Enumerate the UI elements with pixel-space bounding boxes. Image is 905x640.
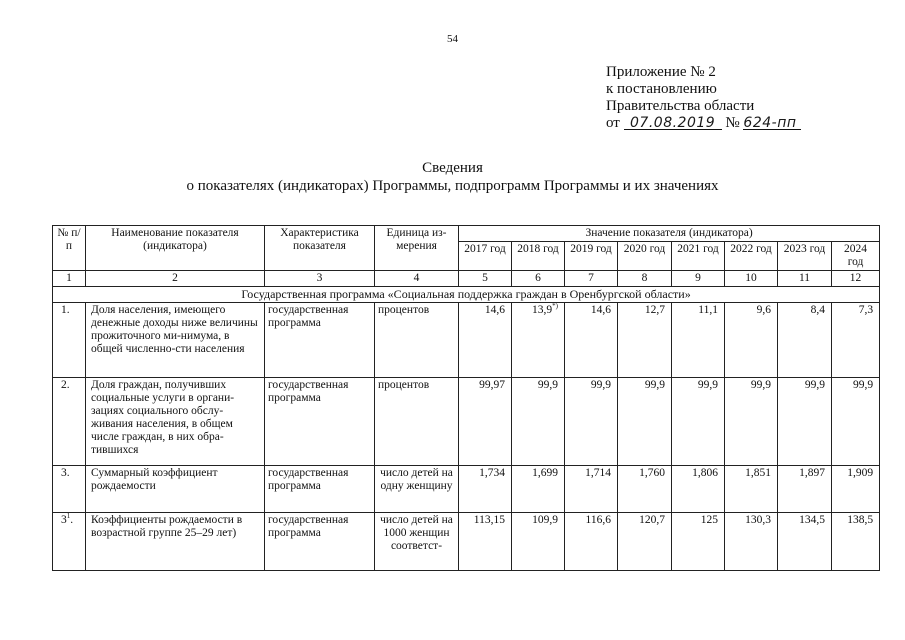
- value-cell: 14,6: [459, 303, 512, 378]
- value-cell: [512, 303, 565, 378]
- indicator-name: Коэффициенты рождаемости в возрастной группе 25–29 лет): [86, 513, 265, 571]
- column-number: 10: [725, 271, 778, 287]
- program-title: Государственная программа «Социальная поддержка граждан в Оренбургской области»: [53, 287, 880, 303]
- row-number: 2.: [53, 378, 86, 466]
- header-year: 2019 год: [565, 242, 618, 271]
- column-number: 2: [86, 271, 265, 287]
- value-cell: 120,7: [618, 513, 672, 571]
- value-cell: 99,9: [512, 378, 565, 466]
- row-number: 1.: [53, 303, 86, 378]
- value-cell: 1,699: [512, 466, 565, 513]
- value-cell: 11,1: [672, 303, 725, 378]
- value-cell: 12,7: [618, 303, 672, 378]
- indicator-name: Суммарный коэффициент рождаемости: [86, 466, 265, 513]
- header-values-group: Значение показателя (индикатора): [459, 226, 880, 242]
- value-cell: 99,9: [832, 378, 880, 466]
- column-number: 5: [459, 271, 512, 287]
- indicator-name: Доля граждан, получивших социальные услуги в органи-зациях социального обслу-живания населения, в общем числе граждан, в них обра-тившихся: [86, 378, 265, 466]
- value-cell: 1,851: [725, 466, 778, 513]
- value-cell: 113,15: [459, 513, 512, 571]
- row-number: 3.: [53, 466, 86, 513]
- table-row: [53, 303, 880, 378]
- number-field: [743, 115, 801, 130]
- footnote-mark: *): [552, 302, 558, 311]
- handwritten-number: 624-пп: [743, 115, 797, 131]
- value-cell: 7,3: [832, 303, 880, 378]
- indicator-characteristic: государственная программа: [265, 303, 375, 378]
- value-cell: 8,4: [778, 303, 832, 378]
- value-cell: 109,9: [512, 513, 565, 571]
- header-year: 2021 год: [672, 242, 725, 271]
- value-cell: 125: [672, 513, 725, 571]
- value-cell: 1,760: [618, 466, 672, 513]
- indicator-characteristic: государственная программа: [265, 378, 375, 466]
- value-cell: 134,5: [778, 513, 832, 571]
- row-number-sup: 1: [66, 512, 71, 521]
- column-number: 12: [832, 271, 880, 287]
- value-cell: 130,3: [725, 513, 778, 571]
- table-row: [53, 513, 880, 571]
- value-cell: 1,806: [672, 466, 725, 513]
- value-cell: 14,6: [565, 303, 618, 378]
- value-text: 13,9: [532, 304, 553, 316]
- appendix-title: Приложение № 2: [606, 64, 716, 80]
- appendix-line-resolution: к постановлению: [606, 81, 717, 97]
- header-year: 2023 год: [778, 242, 832, 271]
- value-cell: 1,714: [565, 466, 618, 513]
- column-number: 11: [778, 271, 832, 287]
- program-title-row: [53, 287, 880, 303]
- appendix-line-government: Правительства области: [606, 98, 755, 114]
- indicator-unit: процентов: [375, 303, 459, 378]
- indicator-unit: число детей на 1000 женщин соответст-: [375, 513, 459, 571]
- header-year: 2022 год: [725, 242, 778, 271]
- header-year: 2024 год: [832, 242, 880, 271]
- value-cell: 9,6: [725, 303, 778, 378]
- column-number: 3: [265, 271, 375, 287]
- column-number: 9: [672, 271, 725, 287]
- value-cell: 1,734: [459, 466, 512, 513]
- document-subtitle: о показателях (индикаторах) Программы, подпрограмм Программы и их значениях: [186, 178, 719, 194]
- indicator-unit: процентов: [375, 378, 459, 466]
- row-number-text: 3: [61, 514, 67, 526]
- value-cell: 99,9: [778, 378, 832, 466]
- appendix-date-line: [606, 115, 801, 132]
- column-number: 6: [512, 271, 565, 287]
- indicator-unit: число детей на одну женщину: [375, 466, 459, 513]
- row-number-suffix: .: [70, 514, 74, 526]
- number-label: №: [725, 115, 740, 131]
- indicator-name: Доля населения, имеющего денежные доходы ниже величины прожиточного ми-нимума, в общей численно-сти населения: [86, 303, 265, 378]
- indicator-characteristic: государственная программа: [265, 466, 375, 513]
- value-cell: 99,9: [565, 378, 618, 466]
- column-number: 4: [375, 271, 459, 287]
- page-number: 54: [447, 33, 458, 45]
- header-year: 2017 год: [459, 242, 512, 271]
- document-title: Сведения: [422, 160, 483, 176]
- value-cell: 1,909: [832, 466, 880, 513]
- appendix-block: [606, 64, 801, 132]
- header-year: 2018 год: [512, 242, 565, 271]
- date-field: [624, 115, 722, 130]
- value-cell: 99,97: [459, 378, 512, 466]
- header-name: Наименование показателя (индикатора): [86, 226, 265, 271]
- table-row: [53, 466, 880, 513]
- column-number: 7: [565, 271, 618, 287]
- column-number: 1: [53, 271, 86, 287]
- header-unit: Единица из-мерения: [375, 226, 459, 271]
- row-number: [53, 513, 86, 571]
- value-cell: 1,897: [778, 466, 832, 513]
- value-cell: 116,6: [565, 513, 618, 571]
- header-characteristic: Характеристика показателя: [265, 226, 375, 271]
- value-cell: 99,9: [725, 378, 778, 466]
- from-label: от: [606, 115, 620, 131]
- value-cell: 138,5: [832, 513, 880, 571]
- header-num: № п/п: [53, 226, 86, 271]
- value-cell: 99,9: [618, 378, 672, 466]
- header-year: 2020 год: [618, 242, 672, 271]
- indicator-characteristic: государственная программа: [265, 513, 375, 571]
- indicators-table: [52, 225, 880, 571]
- value-cell: 99,9: [672, 378, 725, 466]
- column-number-row: [53, 271, 880, 287]
- handwritten-date: 07.08.2019: [630, 115, 716, 131]
- table-row: [53, 378, 880, 466]
- column-number: 8: [618, 271, 672, 287]
- header-row-top: [53, 226, 880, 242]
